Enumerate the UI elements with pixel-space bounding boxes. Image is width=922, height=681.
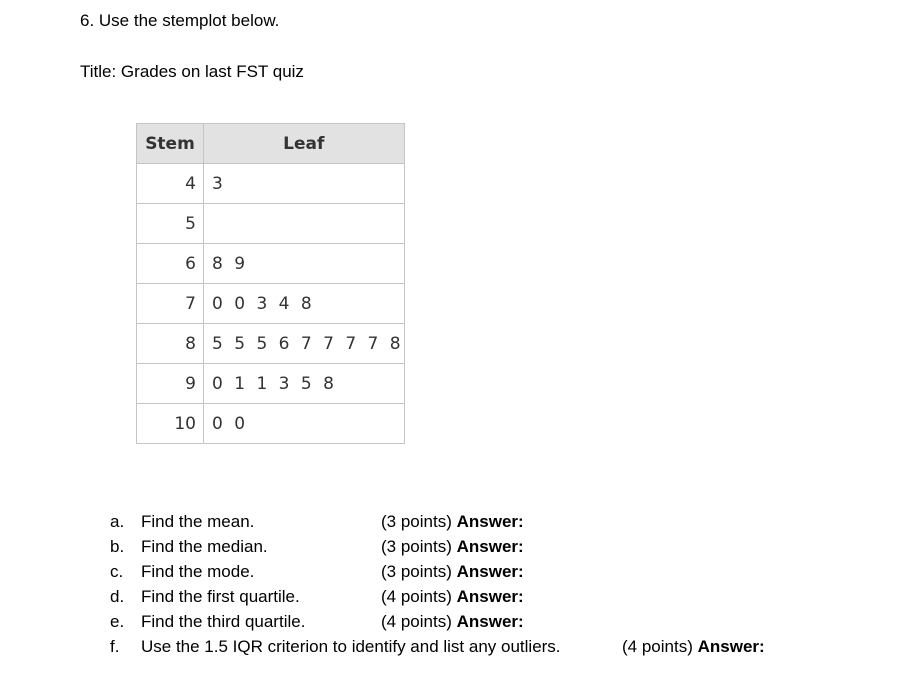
leaf-header: Leaf: [204, 124, 405, 164]
answer-label: Answer:: [456, 587, 524, 606]
answer-label: Answer:: [456, 512, 524, 531]
part-text: Find the median.: [141, 537, 268, 556]
stem-cell: 6: [137, 244, 204, 284]
part-points-group: [381, 612, 524, 632]
part-points: (3 points): [381, 512, 452, 531]
stemplot-row: [137, 244, 405, 284]
part-letter: b.: [110, 537, 125, 556]
stemplot-header-row: [137, 124, 405, 164]
part-text: Find the first quartile.: [141, 587, 300, 606]
stemplot-row: [137, 324, 405, 364]
part-points-group: [381, 587, 524, 607]
part-points: (3 points): [381, 537, 452, 556]
part-letter: f.: [110, 637, 120, 656]
stem-cell: 8: [137, 324, 204, 364]
part-points: (4 points): [381, 587, 452, 606]
leaf-cell: [204, 204, 405, 244]
stem-cell: 10: [137, 404, 204, 444]
stem-cell: 4: [137, 164, 204, 204]
answer-label: Answer:: [697, 637, 765, 656]
answer-label: Answer:: [456, 562, 524, 581]
stem-cell: 7: [137, 284, 204, 324]
answer-label: Answer:: [456, 537, 524, 556]
part-points: (4 points): [622, 637, 693, 656]
stem-cell: 5: [137, 204, 204, 244]
leaf-cell: 5 5 5 6 7 7 7 7 8: [204, 324, 405, 364]
stemplot-row: [137, 404, 405, 444]
leaf-cell: 0 0: [204, 404, 405, 444]
part-text: Use the 1.5 IQR criterion to identify and list any outliers.: [141, 637, 561, 656]
stemplot-row: [137, 284, 405, 324]
part-letter: a.: [110, 512, 125, 531]
part-points-group: [381, 512, 524, 532]
part-points: (4 points): [381, 612, 452, 631]
leaf-cell: 0 1 1 3 5 8: [204, 364, 405, 404]
part-points-group: [381, 562, 524, 582]
part-letter: e.: [110, 612, 125, 631]
part-letter: d.: [110, 587, 125, 606]
stemplot-row: [137, 164, 405, 204]
part-text: Find the mode.: [141, 562, 255, 581]
leaf-cell: 8 9: [204, 244, 405, 284]
plot-title: Title: Grades on last FST quiz: [80, 62, 304, 81]
question-heading: 6. Use the stemplot below.: [80, 11, 280, 30]
stem-header: Stem: [137, 124, 204, 164]
stemplot-row: [137, 204, 405, 244]
answer-label: Answer:: [456, 612, 524, 631]
stemplot-row: [137, 364, 405, 404]
leaf-cell: 3: [204, 164, 405, 204]
part-letter: c.: [110, 562, 124, 581]
stem-cell: 9: [137, 364, 204, 404]
leaf-cell: 0 0 3 4 8: [204, 284, 405, 324]
part-points-group: [622, 637, 765, 657]
part-text: Find the mean.: [141, 512, 255, 531]
part-points-group: [381, 537, 524, 557]
stemplot-table: [136, 123, 405, 444]
part-points: (3 points): [381, 562, 452, 581]
part-text: Find the third quartile.: [141, 612, 306, 631]
